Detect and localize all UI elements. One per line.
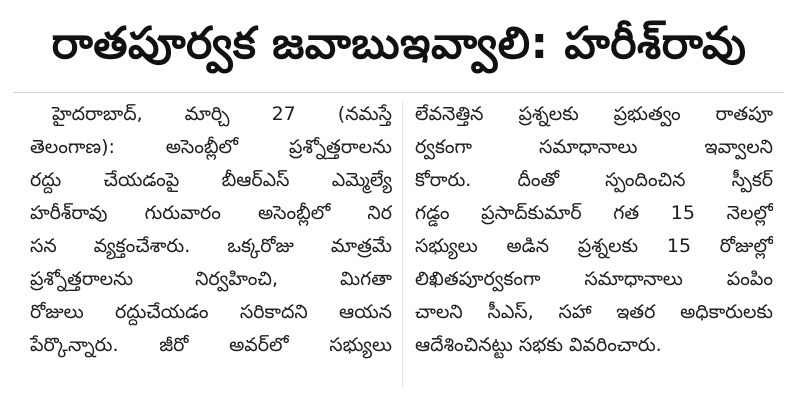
- article-left-column: [30, 98, 392, 388]
- text-line: రోజులు రద్దుచేయడం సరికాదని ఆయన: [30, 301, 392, 323]
- text-line: ర్వకంగా సమాధానాలు ఇవ్వాలని: [415, 136, 773, 158]
- text-line: ఆదేశించినట్టు సభకు వివరించారు.: [415, 334, 662, 356]
- text-line: సభ్యులు అడిన ప్రశ్నలకు 15 రోజుల్లో: [415, 235, 773, 257]
- article-right-column: [415, 98, 773, 388]
- text-line: హరీశ్‌రావు గురువారం అసెంబ్లీలో నిర: [30, 202, 392, 224]
- text-line: చాలని సీఎస్, సహా ఇతర అధికారులకు: [415, 301, 773, 323]
- text-line: పేర్కొన్నారు. జీరో అవర్‌లో సభ్యులు: [30, 334, 392, 356]
- text-line: తెలంగాణ): అసెంబ్లీలో ప్రశ్నోత్తరాలను: [30, 136, 392, 158]
- text-line: రద్దు చేయడంపై బీఆర్ఎస్ ఎమ్మెల్యే: [30, 169, 392, 191]
- headline-area: [14, 6, 784, 93]
- text-line: సన వ్యక్తంచేశారు. ఒక్కరోజు మాత్రమే: [30, 235, 392, 257]
- text-line: ప్రశ్నోత్తరాలను నిర్వహించి, మిగతా: [30, 268, 392, 290]
- text-line: కోరారు. దీంతో స్పందించిన స్పీకర్: [415, 169, 773, 191]
- text-line: హైదరాబాద్, మార్చి 27 (నమస్తే: [52, 103, 392, 125]
- column-divider: [402, 102, 403, 387]
- text-line: లేవనెత్తిన ప్రశ్నలకు ప్రభుత్వం రాతపూ: [415, 103, 773, 125]
- text-line: గడ్డం ప్రసాద్‌కుమార్ గత 15 నెలల్లో: [415, 202, 773, 224]
- text-line: లిఖితపూర్వకంగా సమాధానాలు పంపిం: [415, 268, 773, 290]
- headline: రాతపూర్వక జవాబుఇవ్వాలి: హరీశ్‌రావు: [51, 18, 747, 69]
